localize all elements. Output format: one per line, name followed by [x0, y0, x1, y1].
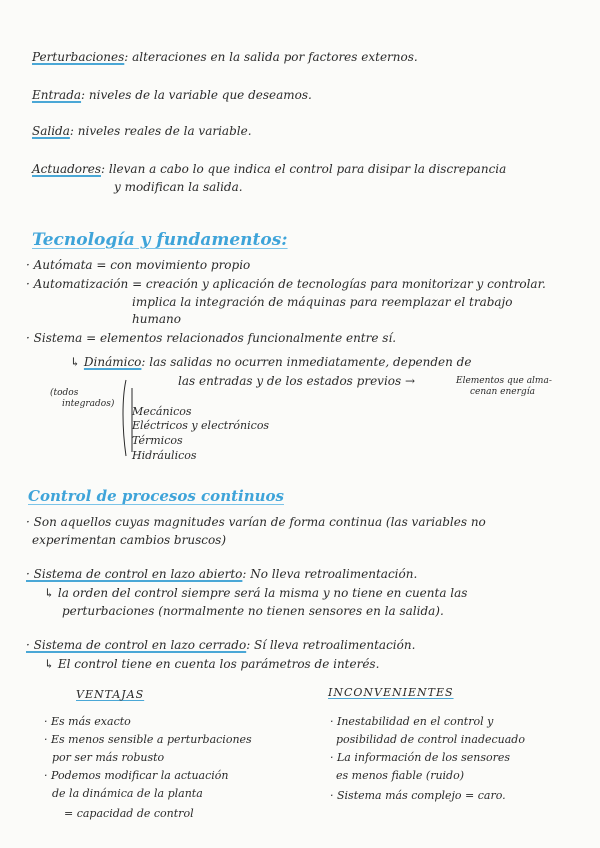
def-perturbaciones-text: : alteraciones en la salida por factores externos.	[124, 50, 418, 64]
inconvenientes-line: · Sistema más complejo = caro.	[330, 789, 506, 802]
inconvenientes-line: · Inestabilidad en el control y	[330, 715, 494, 728]
inconvenientes-line: posibilidad de control inadecuado	[336, 733, 525, 746]
cpc-cerrado	[26, 638, 415, 653]
dinamico-arrow-icon: ↳	[70, 355, 81, 369]
term-actuadores: Actuadores	[32, 162, 101, 176]
inconvenientes-line: es menos fiable (ruido)	[336, 769, 465, 782]
def-entrada-text: : niveles de la variable que deseamos.	[81, 88, 312, 102]
def-actuadores-cont: y modifican la salida.	[114, 180, 243, 194]
section-title-tecnologia: Tecnología y fundamentos:	[32, 230, 288, 250]
cpc-p1-2: experimentan cambios bruscos)	[32, 533, 227, 547]
def-perturbaciones	[32, 50, 418, 65]
todos-label: (todos	[50, 388, 79, 398]
cpc-abierto-sub-2: perturbaciones (normalmente no tienen sensores en la salida).	[62, 604, 444, 618]
tec-dinamico-2: las entradas y de los estados previos →	[178, 374, 416, 388]
term-lazo-abierto: · Sistema de control en lazo abierto	[26, 567, 243, 581]
ventajas-line: de la dinámica de la planta	[52, 787, 203, 800]
term-lazo-cerrado: · Sistema de control en lazo cerrado	[26, 638, 247, 652]
def-salida	[32, 124, 252, 139]
ventajas-line: · Es menos sensible a perturbaciones	[44, 733, 252, 746]
abierto-text: : No lleva retroalimentación.	[242, 567, 418, 581]
tec-dinamico	[70, 355, 471, 370]
term-entrada: Entrada	[32, 88, 82, 102]
ventajas-line: · Es más exacto	[44, 715, 131, 728]
cpc-abierto	[26, 567, 417, 582]
type-item: Eléctricos y electrónicos	[132, 419, 270, 432]
dinamico-text: : las salidas no ocurren inmediatamente, dependen de	[141, 355, 472, 369]
def-salida-text: : niveles reales de la variable.	[69, 124, 252, 138]
tec-sistema: · Sistema = elementos relacionados funcionalmente entre sí.	[26, 331, 397, 345]
tec-automatizacion: · Automatización = creación y aplicación de tecnologías para monitorizar y controlar.	[26, 277, 546, 291]
inconvenientes-title: INCONVENIENTES	[328, 686, 454, 699]
def-actuadores-text: : llevan a cabo lo que indica el control para disipar la discrepancia	[101, 162, 507, 176]
ventajas-line: = capacidad de control	[64, 807, 194, 820]
cpc-p1: · Son aquellos cuyas magnitudes varían de forma continua (las variables no	[26, 515, 486, 529]
tec-automata: · Autómata = con movimiento propio	[26, 258, 251, 272]
inconvenientes-line: · La información de los sensores	[330, 751, 511, 764]
def-entrada	[32, 88, 312, 103]
tec-automatizacion-3: humano	[132, 312, 181, 326]
tec-automatizacion-2: implica la integración de máquinas para reemplazar el trabajo	[132, 295, 513, 309]
cpc-cerrado-sub: ↳ El control tiene en cuenta los parámetros de interés.	[44, 657, 380, 671]
cerrado-text: : Sí lleva retroalimentación.	[246, 638, 416, 652]
def-actuadores	[32, 162, 506, 177]
ventajas-title: VENTAJAS	[76, 688, 145, 701]
term-dinamico: Dinámico	[83, 355, 142, 369]
cpc-abierto-sub: ↳ la orden del control siempre será la misma y no tiene en cuenta las	[44, 586, 468, 600]
ventajas-line: · Podemos modificar la actuación	[44, 769, 229, 782]
type-item: Hidráulicos	[132, 449, 197, 462]
term-perturbaciones: Perturbaciones	[32, 50, 125, 64]
ventajas-line: por ser más robusto	[52, 751, 165, 764]
term-salida: Salida	[32, 124, 70, 138]
type-item: Mecánicos	[132, 405, 192, 418]
type-item: Térmicos	[132, 434, 183, 447]
todos-label-2: integrados)	[62, 399, 115, 409]
section-title-control: Control de procesos continuos	[28, 487, 284, 505]
tec-dinamico-note-2: cenan energía	[470, 387, 535, 397]
tec-dinamico-note: Elementos que alma-	[456, 376, 552, 386]
